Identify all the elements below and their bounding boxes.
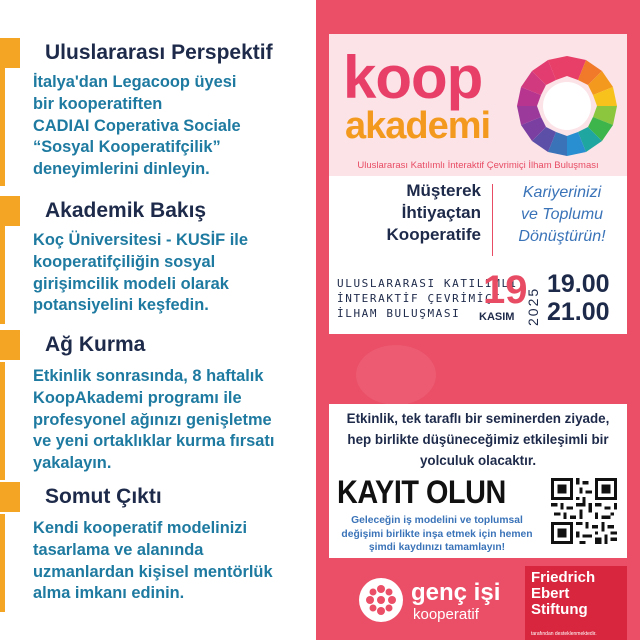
- tagline-left-line: İhtiyaçtan: [401, 203, 481, 222]
- tagline-right: [499, 182, 625, 248]
- section-line: CADIAI Coperativa Sociale: [33, 116, 241, 135]
- section-1-header: [0, 38, 310, 68]
- tagline-left: [329, 180, 481, 246]
- section-2-header: [0, 196, 310, 226]
- section-marker: [0, 38, 20, 68]
- brand-subtitle: Uluslararası Katılımlı İnteraktif Çevrimiçi İlham Buluşması: [357, 160, 599, 171]
- fes-caption: tarafından desteklenmektedir.: [531, 631, 597, 637]
- section-line: tasarlama ve alanında: [33, 540, 204, 559]
- section-title: Ağ Kurma: [45, 333, 146, 356]
- section-4-body: [0, 514, 316, 612]
- section-rule: [0, 226, 5, 324]
- section-1-body: [0, 68, 316, 186]
- event-type-line: İLHAM BULUŞMASI: [337, 307, 461, 320]
- event-month: KASIM: [479, 311, 515, 323]
- poster-panel: [316, 0, 640, 640]
- tagline-left-line: Müşterek: [406, 181, 481, 200]
- section-line: bir kooperatiften: [33, 94, 163, 113]
- section-line: Etkinlik sonrasında, 8 haftalık: [33, 367, 264, 385]
- section-text: [33, 518, 314, 605]
- tagline-left-line: Kooperatife: [386, 225, 481, 244]
- event-details: [329, 264, 627, 334]
- tagline-right-line: Dönüştürün!: [518, 228, 606, 245]
- section-line: kooperatifçiliğin sosyal: [33, 252, 216, 271]
- fes-line: Friedrich: [531, 569, 596, 586]
- section-3-header: [0, 330, 310, 360]
- section-text: [33, 366, 314, 475]
- event-start-time: 19.00: [547, 270, 610, 298]
- register-block: [329, 404, 627, 558]
- section-line: uzmanlardan kişisel mentörlük: [33, 562, 273, 581]
- section-line: deneyimlerini dinleyin.: [33, 160, 210, 179]
- register-title: KAYIT OLUN: [337, 474, 506, 510]
- brand-banner: [329, 34, 627, 176]
- footer: [329, 566, 627, 640]
- event-year: 2025: [525, 286, 541, 326]
- section-rule: [0, 68, 5, 186]
- section-4-header: [0, 482, 310, 512]
- section-3-body: [0, 362, 316, 480]
- section-line: Koç Üniversitesi - KUSİF ile: [33, 231, 248, 249]
- brand-akademi: akademi: [345, 105, 491, 147]
- fes-line: Ebert: [531, 585, 570, 602]
- section-marker: [0, 330, 20, 360]
- section-line: alma imkanı edinin.: [33, 584, 185, 603]
- section-rule: [0, 362, 5, 480]
- decorative-shape: [356, 345, 436, 405]
- event-type-line: İNTERAKTİF ÇEVRİMİÇİ: [337, 292, 502, 305]
- genc-isi-icon: [359, 578, 403, 622]
- genc-isi-name: genç işi: [411, 579, 501, 606]
- section-title: Akademik Bakış: [45, 199, 207, 222]
- section-marker: [0, 482, 20, 512]
- brand-koop: koop: [343, 44, 483, 111]
- section-text: [33, 230, 314, 317]
- koopakademi-logo-icon: [515, 54, 619, 158]
- tagline-right-line: Kariyerinizi: [522, 184, 602, 201]
- fes-logo: [525, 566, 627, 640]
- section-marker: [0, 196, 20, 226]
- tagline-divider: [492, 184, 493, 256]
- section-line: Kendi kooperatif modelinizi: [33, 519, 248, 537]
- section-text: [33, 72, 314, 181]
- section-line: “Sosyal Kooperatifçilik”: [33, 138, 221, 157]
- info-text: Etkinlik, tek taraflı bir seminerden ziyade, hep birlikte düşüneceğimiz etkileşimli bir yolculuk olacaktır.: [346, 411, 610, 468]
- qr-code-icon[interactable]: [551, 478, 617, 544]
- section-line: profesyonel ağınızı genişletme: [33, 410, 272, 429]
- section-line: potansiyelini keşfedin.: [33, 296, 209, 315]
- section-2-body: [0, 226, 316, 324]
- section-line: yakalayın.: [33, 454, 112, 473]
- flower-icon: [359, 578, 403, 622]
- register-description: Geleceğin iş modelini ve toplumsal değişimi birlikte inşa etmek için hemen şimdi kaydınızı tamamlayın!: [341, 515, 533, 553]
- genc-isi-sub: kooperatif: [413, 606, 479, 623]
- tagline-box: [329, 176, 627, 264]
- event-type-line: ULUSLARARASI KATILIMLI: [337, 277, 518, 290]
- fes-name: [531, 570, 595, 618]
- section-line: KoopAkademi programı ile: [33, 388, 242, 407]
- tagline-right-line: ve Toplumu: [520, 206, 604, 223]
- event-end-time: 21.00: [547, 298, 610, 326]
- section-line: ve yeni ortaklıklar kurma fırsatı: [33, 432, 275, 451]
- section-rule: [0, 514, 5, 612]
- genc-isi-logo: [359, 572, 519, 630]
- section-title: Uluslararası Perspektif: [45, 41, 273, 64]
- fes-line: Stiftung: [531, 601, 588, 618]
- section-line: İtalya'dan Legacoop üyesi: [33, 73, 237, 91]
- event-day: 19: [483, 268, 528, 312]
- section-line: girişimcilik modeli olarak: [33, 274, 229, 293]
- section-title: Somut Çıktı: [45, 485, 162, 508]
